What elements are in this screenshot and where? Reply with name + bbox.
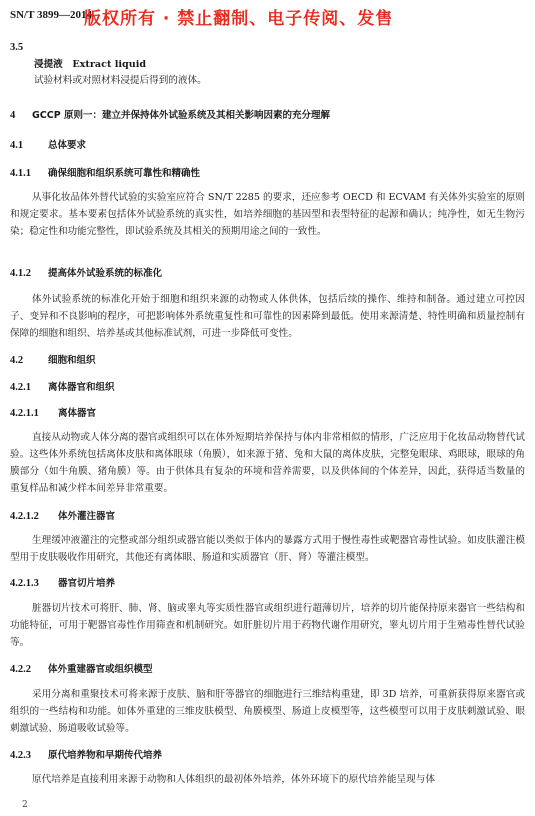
body-paragraph: 原代培养是直接利用来源于动物和人体组织的最初体外培养，体外环境下的原代培养能呈现与体 (32, 774, 435, 785)
subsection-heading: 4.2.3 原代培养物和早期传代培养 (10, 750, 163, 761)
body-paragraph: 采用分离和重聚技术可将来源于皮肤、脑和肝等器官的细胞进行三维结构重建，即 3D 培养，可重新获得原来器官或组织的一些结构和功能。如体外重建的三维皮肤模型、角膜模型、肠道上皮模型等，这些模型可以用于皮肤刺激试验、眼刺激试验、肠道吸收试验等。 (10, 689, 525, 734)
section-heading: 4 GCCP 原则一：建立并保持体外试验系统及其相关影响因素的充分理解 (10, 110, 331, 121)
clause-number: 3.5 (10, 42, 24, 53)
subsection-heading: 4.2.1.3 器官切片培养 (10, 578, 116, 589)
term-heading: 浸提液 Extract liquid (34, 59, 147, 70)
body-paragraph: 直接从动物或人体分离的器官或组织可以在体外短期培养保持与体内非常相似的情形，广泛应用于化妆品动物替代试验。这些体外系统包括离体皮肤和离体眼球（角膜），如来源于猪、兔和大鼠的离体皮肤，完整兔眼球、鸡眼球，眼球的角膜部分（如牛角膜、猪角膜）等。由于供体具有复杂的环境和营养需要，以及供体间的个体差异，因此，获得适当数量的重复样品和减少样本间差异非常重要。 (10, 432, 525, 494)
section-heading: 4.2 细胞和组织 (10, 355, 96, 366)
subsection-heading: 4.2.1 离体器官和组织 (10, 382, 115, 393)
subsection-heading: 4.2.1.1 离体器官 (10, 408, 97, 419)
subsection-heading: 4.1.2 提高体外试验系统的标准化 (10, 268, 163, 279)
section-heading: 4.1 总体要求 (10, 140, 87, 151)
subsection-heading: 4.1.1 确保细胞和组织系统可靠性和精确性 (10, 168, 201, 179)
subsection-heading: 4.2.1.2 体外灌注器官 (10, 511, 116, 522)
page-number: 2 (22, 800, 28, 810)
body-paragraph: 体外试验系统的标准化开始于细胞和组织来源的动物或人体供体，包括后续的操作、维持和制备。通过建立可控因子、变异和不良影响的程序，可把影响体外系统重复性和可靠性的因素降到最低。使用来源清楚、特性明确和质量控制有保障的细胞和组织、培养基或其他标准试剂，可进一步降低可变性。 (10, 294, 525, 339)
body-paragraph: 从事化妆品体外替代试验的实验室应符合 SN/T 2285 的要求，还应参考 OECD 和 ECVAM 有关体外实验室的原则和规定要求。基本要素包括体外试验系统的真实性，如培养细胞的基因型和表型特征的起源和确认；纯净性，如无生物污染；稳定性和功能完整性，即试验系统及其相关的预期用途之间的一致性。 (10, 192, 525, 237)
subsection-heading: 4.2.2 体外重建器官或组织模型 (10, 664, 153, 675)
term-definition: 试验材料或对照材料浸提后得到的液体。 (34, 75, 207, 86)
standard-number: SN/T 3899—2014 (10, 9, 93, 21)
body-paragraph: 脏器切片技术可将肝、肺、肾、脑或睾丸等实质性器官或组织进行超薄切片，培养的切片能保持原来器官一些结构和功能特征，可用于靶器官毒性作用筛查和机制研究。如肝脏切片用于药物代谢作用研究，睾丸切片用于生殖毒性替代试验等。 (10, 603, 525, 648)
body-paragraph: 生理缓冲液灌注的完整或部分组织或器官能以类似于体内的暴露方式用于慢性毒性或靶器官毒性试验。如皮肤灌注模型用于皮肤吸收作用研究，其他还有离体眼、肠道和实质器官（肝、肾）等灌注模型。 (10, 535, 525, 563)
copyright-watermark: 版权所有 · 禁止翻制、电子传阅、发售 (84, 9, 394, 29)
